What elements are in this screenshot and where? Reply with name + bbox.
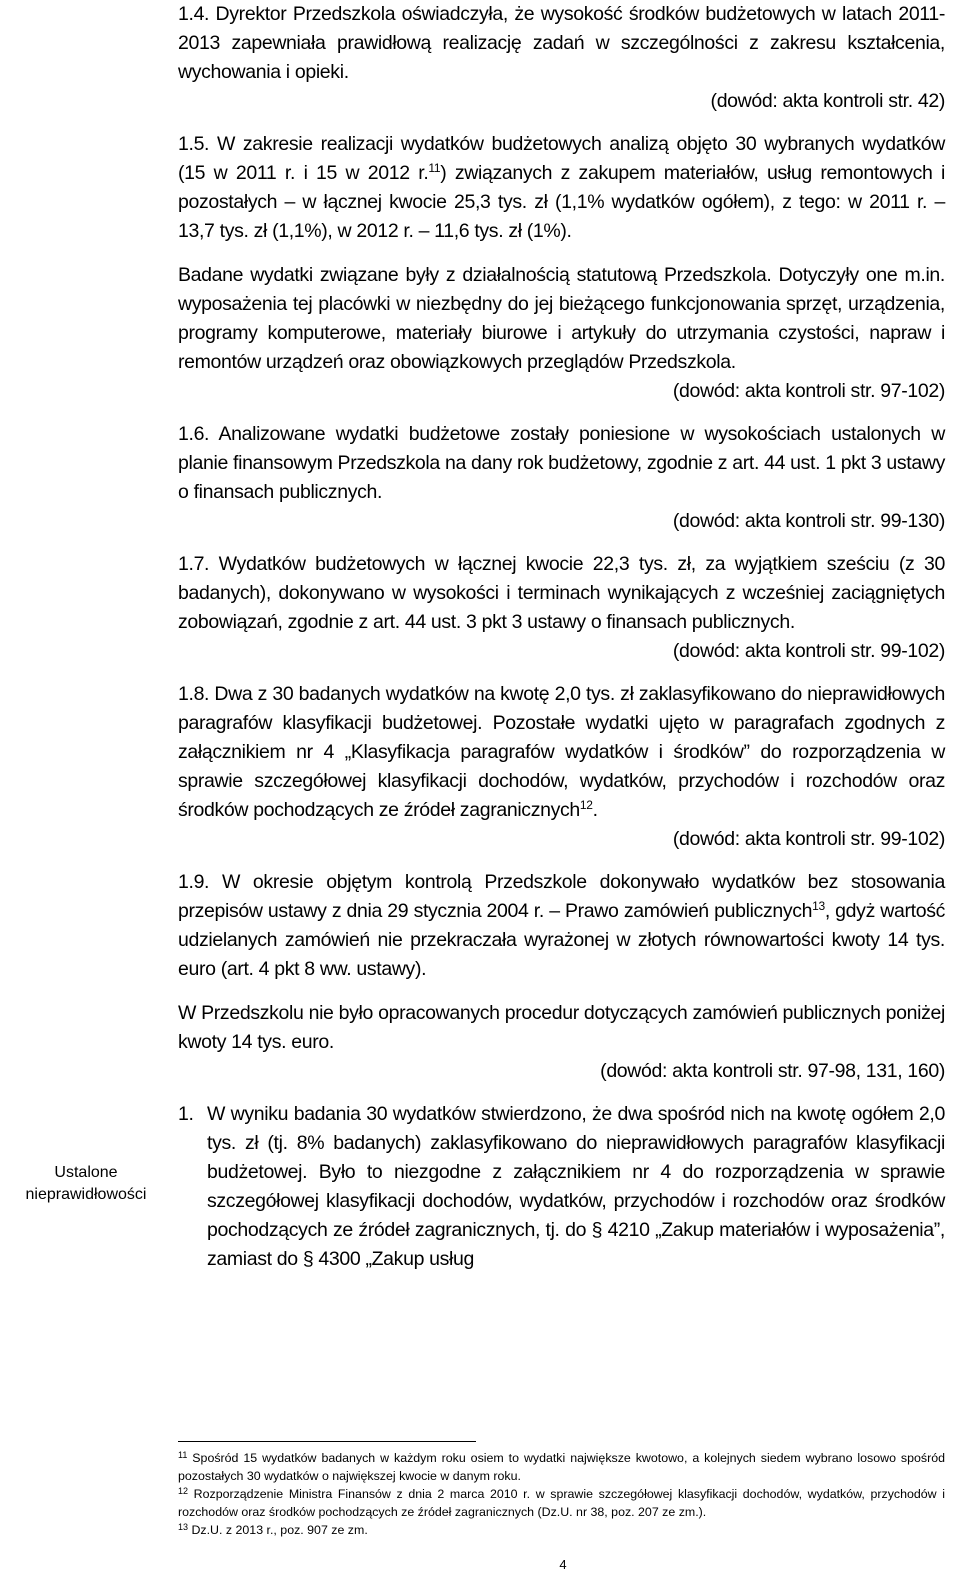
footnote-text: Spośród 15 wydatków badanych w każdym roku osiem to wydatki największe kwotowo, a kolejnych siedem wybrano losowo spośród pozostałych 30 wydatków o największej kwocie w danym roku. bbox=[178, 1451, 945, 1483]
paragraph-1-8-text-end: . bbox=[592, 799, 598, 821]
paragraph-1-5-text-before: 1.5. W zakresie realizacji wydatków budżetowych analizą objęto 30 wybranych wydatków (15 w 2011 r. i 15 w 2012 r. bbox=[178, 133, 945, 184]
paragraph-1-9-text-before: 1.9. W okresie objętym kontrolą Przedszkole dokonywało wydatków bez stosowania przepisów ustawy z dnia 29 stycznia 2004 r. – Prawo zamówień publicznych bbox=[178, 871, 945, 922]
paragraph-1-4: 1.4. Dyrektor Przedszkola oświadczyła, że wysokość środków budżetowych w latach 2011-2013 zapewniała prawidłową realizację zadań w szczególności z zakresu kształcenia, wychowania i opieki. bbox=[178, 3, 945, 83]
evidence-1-6: (dowód: akta kontroli str. 99-130) bbox=[672, 510, 945, 532]
evidence-1-7: (dowód: akta kontroli str. 99-102) bbox=[672, 640, 945, 662]
sidebar-label-irregularities: Ustalone nieprawidłowości bbox=[25, 1164, 147, 1203]
footnote-number: 11 bbox=[178, 1450, 188, 1460]
paragraph-1-5 bbox=[178, 130, 945, 246]
footnote-text: Dz.U. z 2013 r., poz. 907 ze zm. bbox=[191, 1523, 368, 1537]
paragraph-1-5-text-after: ) związanych z zakupem materiałów, usług remontowych i pozostałych – w łącznej kwocie 25,3 tys. zł (1,1% wydatków ogółem), z tego: w 2011 r. – 13,7 tys. zł (1,1%), w 2012 r. – 11,6 tys. zł (1%). bbox=[178, 162, 945, 242]
footnote-ref-13[interactable]: 13 bbox=[812, 899, 825, 913]
evidence-1-4: (dowód: akta kontroli str. 42) bbox=[710, 90, 945, 112]
irregularity-number: 1. bbox=[178, 1103, 194, 1125]
footnote-ref-12[interactable]: 12 bbox=[579, 798, 593, 812]
paragraph-1-5-continued: Badane wydatki związane były z działalnością statutową Przedszkola. Dotyczyły one m.in. wyposażenia tej placówki w niezbędny do jej bieżącego funkcjonowania sprzęt, urządzenia, programy komputerowe, materiały biurowe i artykuły do utrzymania czystości, napraw i remontów urządzeń oraz obowiązkowych przeglądów Przedszkola. bbox=[178, 264, 945, 373]
paragraph-1-8-text: 1.8. Dwa z 30 badanych wydatków na kwotę 2,0 tys. zł zaklasyfikowano do nieprawidłowych paragrafów klasyfikacji budżetowej. Pozostałe wydatki ujęto w paragrafach zgodnych z załącznikiem nr 4 „Klasyfikacja paragrafów wydatków i środków” do rozporządzenia w sprawie szczegółowej klasyfikacji dochodów, wydatków, przychodów i rozchodów oraz środków pochodzących ze źródeł zagranicznych bbox=[178, 683, 945, 821]
irregularity-item-1 bbox=[178, 1100, 945, 1274]
footnote-separator bbox=[178, 1441, 476, 1442]
paragraph-1-9-text-after: , gdyż wartość udzielanych zamówień nie przekraczała wyrażonej w złotych równowartości kwoty 14 tys. euro (art. 4 pkt 8 ww. ustawy). bbox=[178, 900, 945, 980]
paragraph-1-8 bbox=[178, 680, 945, 825]
evidence-1-8: (dowód: akta kontroli str. 99-102) bbox=[672, 828, 945, 850]
main-text-column bbox=[178, 0, 945, 1274]
page-number: 4 bbox=[559, 1557, 567, 1572]
evidence-1-9: (dowód: akta kontroli str. 97-98, 131, 160) bbox=[600, 1060, 945, 1082]
footnote-13 bbox=[178, 1521, 945, 1539]
footnote-ref-11[interactable]: 11 bbox=[428, 161, 441, 175]
footnote-11 bbox=[178, 1449, 945, 1485]
evidence-1-5: (dowód: akta kontroli str. 97-102) bbox=[672, 380, 945, 402]
footnotes bbox=[178, 1449, 945, 1539]
footnote-text: Rozporządzenie Ministra Finansów z dnia 2 marca 2010 r. w sprawie szczegółowej klasyfikacji dochodów, wydatków, przychodów i rozchodów oraz środków pochodzących ze źródeł zagranicznych (Dz.U. nr 38, poz. 207 ze zm.). bbox=[178, 1487, 945, 1519]
paragraph-1-6: 1.6. Analizowane wydatki budżetowe zostały poniesione w wysokościach ustalonych w planie finansowym Przedszkola na dany rok budżetowy, zgodnie z art. 44 ust. 1 pkt 3 ustawy o finansach publicznych. bbox=[178, 423, 945, 503]
footnote-number: 13 bbox=[178, 1522, 189, 1532]
footnote-number: 12 bbox=[178, 1486, 189, 1496]
paragraph-1-9 bbox=[178, 868, 945, 984]
paragraph-1-7: 1.7. Wydatków budżetowych w łącznej kwocie 22,3 tys. zł, za wyjątkiem sześciu (z 30 badanych), dokonywano w wysokości i terminach wynikających z wcześniej zaciągniętych zobowiązań, zgodnie z art. 44 ust. 3 pkt 3 ustawy o finansach publicznych. bbox=[178, 553, 945, 633]
footnote-12 bbox=[178, 1485, 945, 1521]
irregularity-text: W wyniku badania 30 wydatków stwierdzono, że dwa spośród nich na kwotę ogółem 2,0 tys. zł (tj. 8% badanych) zaklasyfikowano do nieprawidłowych paragrafów klasyfikacji budżetowej. Było to niezgodne z załącznikiem nr 4 do rozporządzenia w sprawie szczegółowej klasyfikacji dochodów, wydatków, przychodów i rozchodów oraz środków pochodzących ze źródeł zagranicznych, tj. do § 4210 „Zakup materiałów i wyposażenia”, zamiast do § 4300 „Zakup usług bbox=[207, 1103, 945, 1270]
paragraph-1-9-continued: W Przedszkolu nie było opracowanych procedur dotyczących zamówień publicznych poniżej kwoty 14 tys. euro. bbox=[178, 1002, 945, 1053]
